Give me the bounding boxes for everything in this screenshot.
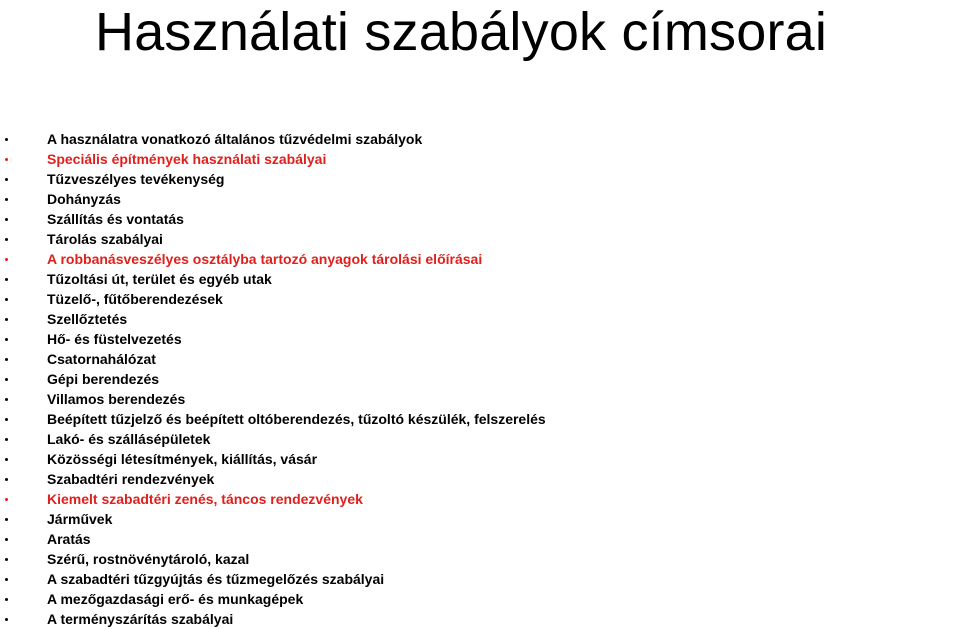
list-item-label: Kiemelt szabadtéri zenés, táncos rendezvények	[47, 491, 363, 507]
list-item-label: Közösségi létesítmények, kiállítás, vásár	[47, 451, 318, 467]
bullet-icon	[5, 478, 8, 481]
list-item-label: Lakó- és szállásépületek	[47, 431, 211, 447]
bullet-icon	[5, 618, 8, 621]
bullet-icon	[5, 378, 8, 381]
list-item-label: Gépi berendezés	[47, 371, 160, 387]
bullet-icon	[5, 438, 8, 441]
list-item-label: Beépített tűzjelző és beépített oltóberendezés, tűzoltó készülék, felszerelés	[47, 411, 546, 427]
list-item-label: Szérű, rostnövénytároló, kazal	[47, 551, 250, 567]
page-title: Használati szabályok címsorai	[95, 2, 828, 62]
list-item-label: Dohányzás	[47, 191, 121, 207]
bullet-icon	[5, 298, 8, 301]
list-item-label: Tüzelő-, fűtőberendezések	[47, 291, 223, 307]
list-item-label: Speciális építmények használati szabályai	[47, 151, 327, 167]
list-item-label: A terményszárítás szabályai	[47, 611, 234, 627]
bullet-icon	[5, 398, 8, 401]
list-item-label: Járművek	[47, 511, 113, 527]
list-item-label: Szállítás és vontatás	[47, 211, 184, 227]
list-item-label: Csatornahálózat	[47, 351, 156, 367]
bullet-icon	[5, 318, 8, 321]
list-item-label: Tárolás szabályai	[47, 231, 163, 247]
bullet-icon	[5, 498, 8, 501]
bullet-icon	[5, 278, 8, 281]
bullet-icon	[5, 538, 8, 541]
bullet-icon	[5, 518, 8, 521]
bullet-icon	[5, 218, 8, 221]
list-item-label: Tűzveszélyes tevékenység	[47, 171, 225, 187]
bullet-icon	[5, 358, 8, 361]
bullet-icon	[5, 598, 8, 601]
bullet-icon	[5, 418, 8, 421]
bullet-icon	[5, 258, 8, 261]
bullet-icon	[5, 178, 8, 181]
list-item-label: Tűzoltási út, terület és egyéb utak	[47, 271, 272, 287]
list-item-label: A használatra vonatkozó általános tűzvédelmi szabályok	[47, 131, 423, 147]
list-item-label: Villamos berendezés	[47, 391, 186, 407]
bullet-icon	[5, 238, 8, 241]
list-item-label: A robbanásveszélyes osztályba tartozó anyagok tárolási előírásai	[47, 251, 483, 267]
bullet-icon	[5, 338, 8, 341]
bullet-icon	[5, 558, 8, 561]
bullet-icon	[5, 158, 8, 161]
list-item-label: Szellőztetés	[47, 311, 128, 327]
list-item-label: A mezőgazdasági erő- és munkagépek	[47, 591, 304, 607]
list-item-label: Szabadtéri rendezvények	[47, 471, 215, 487]
list-item-label: Aratás	[47, 531, 91, 547]
list-item-label: A szabadtéri tűzgyújtás és tűzmegelőzés szabályai	[47, 571, 385, 587]
bullet-icon	[5, 198, 8, 201]
bullet-icon	[5, 138, 8, 141]
bullet-icon	[5, 458, 8, 461]
list-item-label: Hő- és füstelvezetés	[47, 331, 182, 347]
bullet-icon	[5, 578, 8, 581]
